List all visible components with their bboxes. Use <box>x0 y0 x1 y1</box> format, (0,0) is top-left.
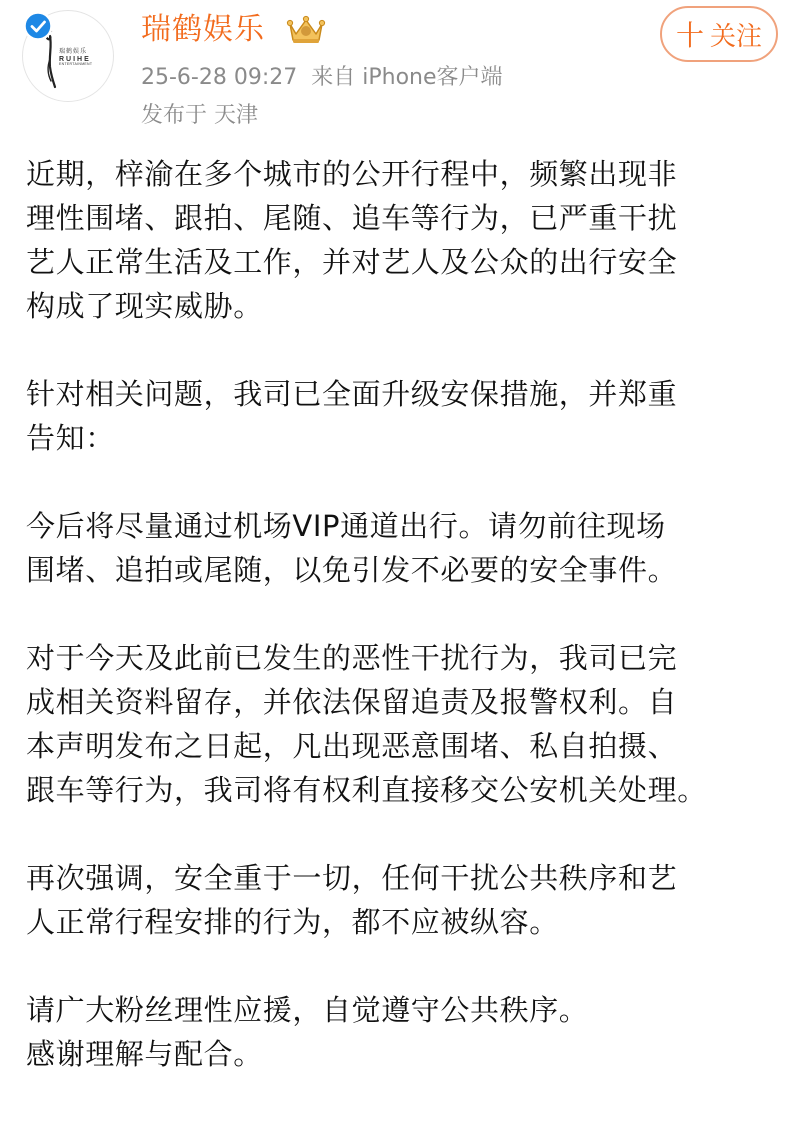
paragraph-line: 构成了现实威胁。 <box>26 289 263 323</box>
post-meta <box>141 60 503 91</box>
paragraph-line: 本声明发布之日起，凡出现恶意围堵、私自拍摄、 <box>26 729 678 763</box>
avatar[interactable] <box>22 10 114 102</box>
follow-button[interactable] <box>660 6 778 62</box>
post-body <box>26 152 786 1076</box>
paragraph-line: 针对相关问题，我司已全面升级安保措施，并郑重 <box>26 377 678 411</box>
plus-icon: 十 <box>675 19 704 52</box>
post-timestamp: 25-6-28 09:27 <box>141 65 298 90</box>
paragraph-line: 理性围堵、跟拍、尾随、追车等行为，已严重干扰 <box>26 201 678 235</box>
post-paragraph <box>26 856 786 944</box>
paragraph-line: 告知： <box>26 421 115 455</box>
logo-cn-text: 瑞鹤娱乐 <box>59 49 88 55</box>
verified-badge-icon <box>23 11 53 41</box>
paragraph-line: 人正常行程安排的行为，都不应被纵容。 <box>26 905 559 939</box>
follow-label: 关注 <box>710 21 763 52</box>
paragraph-line: 艺人正常生活及工作，并对艺人及公众的出行安全 <box>26 245 678 279</box>
post-paragraph <box>26 372 786 460</box>
post-paragraph <box>26 152 786 328</box>
paragraph-line: 对于今天及此前已发生的恶性干扰行为，我司已完 <box>26 641 678 675</box>
post-header <box>0 0 807 140</box>
paragraph-line: 围堵、追拍或尾随，以免引发不必要的安全事件。 <box>26 553 678 587</box>
paragraph-line: 近期，梓渝在多个城市的公开行程中，频繁出现非 <box>26 157 678 191</box>
paragraph-line: 今后将尽量通过机场VIP通道出行。请勿前往现场 <box>26 509 666 543</box>
post-paragraph <box>26 636 786 812</box>
post-location: 发布于 天津 <box>141 103 258 128</box>
username[interactable]: 瑞鹤娱乐 <box>141 12 265 47</box>
avatar-logo-text <box>59 49 103 67</box>
crown-badge-icon <box>286 12 326 46</box>
paragraph-line: 感谢理解与配合。 <box>26 1037 263 1071</box>
post-paragraph <box>26 504 786 592</box>
paragraph-line: 跟车等行为，我司将有权利直接移交公安机关处理。 <box>26 773 707 807</box>
paragraph-line: 再次强调，安全重于一切，任何干扰公共秩序和艺 <box>26 861 678 895</box>
post-paragraph <box>26 988 786 1076</box>
paragraph-line: 成相关资料留存，并依法保留追责及报警权利。自 <box>26 685 678 719</box>
paragraph-line: 请广大粉丝理性应援，自觉遵守公共秩序。 <box>26 993 589 1027</box>
logo-en-text: RUIHE <box>59 55 91 63</box>
post-source: 来自 iPhone客户端 <box>311 65 503 90</box>
logo-en2-text: ENTERTAINMENT <box>59 62 93 67</box>
